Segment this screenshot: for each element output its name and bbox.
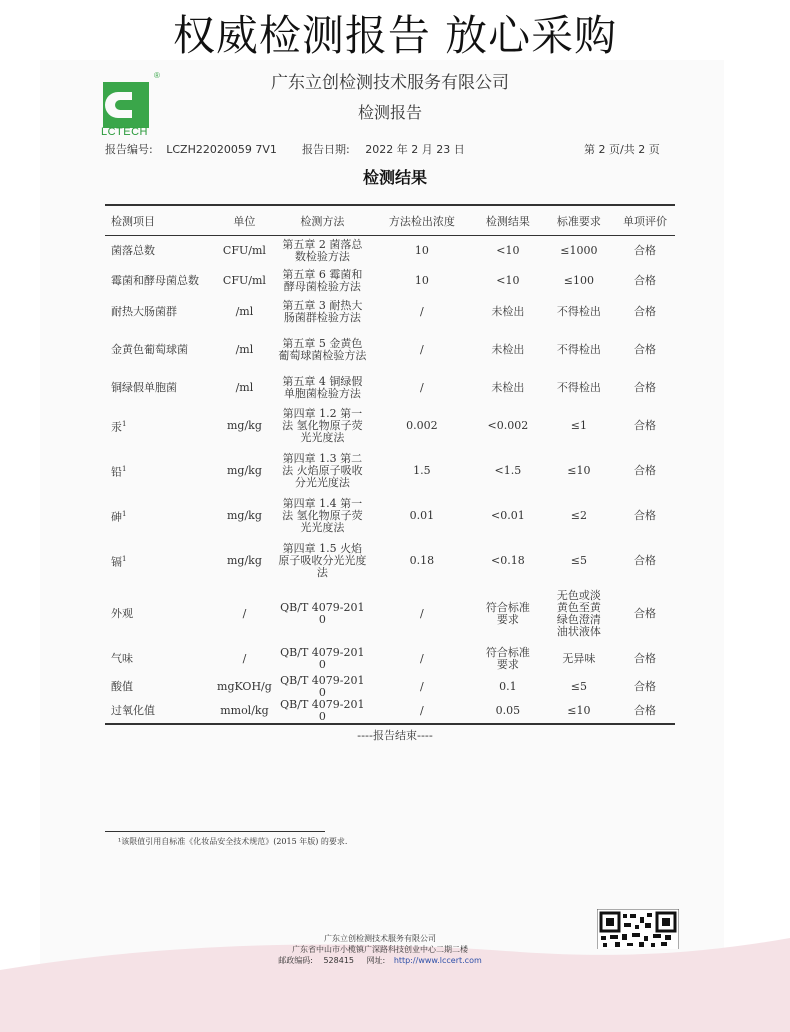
limit-cell [371, 539, 473, 584]
item-cell-text: 霉菌和酵母菌总数 [111, 274, 199, 287]
limit-cell [371, 675, 473, 699]
method-cell-text: QB/T 4079-2010 [280, 673, 365, 699]
limit-cell [371, 584, 473, 644]
website-link[interactable]: http://www.lccert.com [393, 956, 482, 965]
table-row [105, 675, 675, 699]
evaluation-cell [615, 373, 675, 404]
standard-cell-text: ≤1000 [560, 243, 598, 257]
postcode-value: 528415 [323, 956, 355, 965]
unit-cell [215, 236, 274, 266]
method-cell [274, 675, 371, 699]
unit-cell [215, 644, 274, 675]
header-cell: 单项评价 [615, 205, 675, 236]
unit-cell [215, 539, 274, 584]
standard-cell [543, 404, 615, 449]
result-cell [473, 539, 543, 584]
item-cell-text: 过氧化值 [111, 703, 155, 717]
item-cell [105, 373, 215, 404]
report-number-value: LCZH22020059 7V1 [166, 143, 277, 156]
limit-cell [371, 328, 473, 373]
unit-cell-text: mg/kg [226, 464, 262, 477]
standard-cell-text: ≤5 [570, 679, 587, 693]
evaluation-cell-text: 合格 [633, 554, 656, 567]
evaluation-cell [615, 584, 675, 644]
evaluation-cell-text: 合格 [633, 419, 656, 432]
results-body [105, 236, 675, 724]
header-cell: 单位 [215, 205, 274, 236]
footer-address: 广东省中山市小榄镇广深路科技创业中心二期二楼 [292, 945, 468, 954]
method-cell [274, 584, 371, 644]
footnote-ref: 1 [122, 510, 127, 519]
unit-cell [215, 699, 274, 724]
evaluation-cell [615, 494, 675, 539]
method-cell-text: 第五章 4 铜绿假单胞菌检验方法 [282, 375, 363, 400]
result-cell [473, 404, 543, 449]
result-cell-text: 未检出 [491, 343, 525, 356]
method-cell-text: 第四章 1.5 火焰原子吸收分光光度法 [278, 542, 367, 579]
method-cell [274, 266, 371, 297]
evaluation-cell-text: 合格 [633, 606, 656, 620]
method-cell [274, 373, 371, 404]
standard-cell-text: 不得检出 [556, 381, 601, 394]
evaluation-cell [615, 236, 675, 266]
method-cell [274, 404, 371, 449]
limit-cell-text: 1.5 [413, 464, 431, 477]
table-row [105, 404, 675, 449]
report-date-value: 2022 年 2 月 23 日 [365, 143, 465, 156]
unit-cell [215, 266, 274, 297]
limit-cell-text: 0.18 [409, 554, 435, 567]
standard-cell [543, 449, 615, 494]
method-cell-text: 第五章 2 菌落总数检验方法 [282, 237, 363, 263]
result-cell-text: 符合标准要求 [485, 646, 530, 671]
evaluation-cell [615, 675, 675, 699]
table-row [105, 644, 675, 675]
item-cell-text: 金黄色葡萄球菌 [111, 343, 188, 356]
limit-cell-text: / [420, 679, 424, 693]
standard-cell-text: ≤10 [567, 464, 591, 477]
standard-cell [543, 236, 615, 266]
result-cell-text: <0.01 [491, 509, 525, 522]
item-cell-text: 汞 [111, 420, 122, 434]
report-number [105, 141, 277, 157]
result-cell-text: <10 [496, 274, 520, 287]
standard-cell-text: ≤5 [570, 554, 587, 567]
method-cell-text: 第五章 5 金黄色葡萄球菌检验方法 [278, 337, 367, 362]
unit-cell-text: /ml [235, 305, 254, 318]
item-cell [105, 644, 215, 675]
result-cell [473, 494, 543, 539]
header-cell: 检测项目 [105, 205, 215, 236]
evaluation-cell-text: 合格 [633, 381, 656, 394]
limit-cell [371, 373, 473, 404]
limit-cell [371, 297, 473, 328]
standard-cell-text: 无异味 [562, 652, 596, 665]
item-cell [105, 297, 215, 328]
limit-cell-text: 0.01 [409, 509, 435, 522]
unit-cell-text: CFU/ml [222, 243, 266, 257]
result-cell [473, 449, 543, 494]
company-name: 广东立创检测技术服务有限公司 [271, 73, 509, 93]
unit-cell [215, 675, 274, 699]
result-cell [473, 699, 543, 724]
evaluation-cell [615, 266, 675, 297]
table-row [105, 373, 675, 404]
document-title: 检测报告 [357, 103, 422, 122]
method-cell [274, 644, 371, 675]
standard-cell [543, 266, 615, 297]
result-cell-text: <10 [496, 243, 520, 257]
report-number-label: 报告编号: [105, 143, 153, 156]
footer-company: 广东立创检测技术服务有限公司 [324, 934, 436, 943]
limit-cell-text: / [420, 343, 424, 356]
standard-cell [543, 494, 615, 539]
unit-cell-text: CFU/ml [222, 274, 266, 287]
standard-cell [543, 675, 615, 699]
item-cell-text: 菌落总数 [111, 243, 155, 257]
postcode-label: 邮政编码: [278, 956, 313, 965]
header-cell: 检测结果 [473, 205, 543, 236]
method-cell-text: 第四章 1.2 第一法 氢化物原子荧光光度法 [282, 407, 363, 444]
table-row [105, 699, 675, 724]
limit-cell-text: 10 [414, 243, 429, 257]
item-cell-text: 气味 [111, 652, 133, 665]
item-cell-text: 耐热大肠菌群 [111, 305, 177, 318]
standard-cell-text: ≤10 [567, 703, 591, 717]
unit-cell [215, 297, 274, 328]
evaluation-cell-text: 合格 [633, 464, 656, 477]
standard-cell-text: ≤2 [570, 509, 587, 522]
standard-cell-text: 不得检出 [556, 305, 601, 318]
limit-cell [371, 236, 473, 266]
result-cell [473, 373, 543, 404]
limit-cell-text: / [420, 606, 424, 620]
evaluation-cell-text: 合格 [633, 652, 656, 665]
table-row [105, 584, 675, 644]
result-cell-text: 0.05 [495, 703, 521, 717]
standard-cell [543, 297, 615, 328]
method-cell [274, 539, 371, 584]
unit-cell-text: /ml [235, 381, 254, 394]
header-cell: 方法检出浓度 [371, 205, 473, 236]
evaluation-cell [615, 404, 675, 449]
report-date-label: 报告日期: [302, 143, 350, 156]
table-row [105, 494, 675, 539]
table-row [105, 539, 675, 584]
method-cell-text: 第四章 1.3 第二法 火焰原子吸收分光光度法 [282, 452, 363, 489]
method-cell [274, 236, 371, 266]
evaluation-cell-text: 合格 [633, 343, 656, 356]
item-cell [105, 328, 215, 373]
result-cell [473, 266, 543, 297]
item-cell-text: 铅 [111, 465, 122, 479]
limit-cell-text: 10 [414, 274, 429, 287]
item-cell [105, 449, 215, 494]
method-cell [274, 449, 371, 494]
method-cell [274, 328, 371, 373]
unit-cell [215, 404, 274, 449]
evaluation-cell-text: 合格 [633, 703, 656, 717]
result-cell-text: <1.5 [494, 464, 522, 477]
header-cell: 检测方法 [274, 205, 371, 236]
unit-cell [215, 328, 274, 373]
section-title: 检测结果 [362, 168, 427, 187]
item-cell-text: 外观 [111, 606, 133, 620]
evaluation-cell-text: 合格 [633, 679, 656, 693]
table-row [105, 236, 675, 266]
evaluation-cell-text: 合格 [633, 305, 656, 318]
unit-cell-text: mgKOH/g [217, 679, 272, 693]
evaluation-cell [615, 644, 675, 675]
result-cell-text: 符合标准要求 [485, 600, 530, 626]
result-cell [473, 297, 543, 328]
result-cell-text: 未检出 [491, 305, 525, 318]
table-header-row [105, 205, 675, 236]
unit-cell-text: / [242, 652, 247, 665]
result-cell-text: 未检出 [491, 381, 525, 394]
item-cell-text: 镉 [111, 555, 122, 569]
item-cell [105, 699, 215, 724]
footnote-divider [105, 831, 325, 832]
result-cell-text: 0.1 [499, 679, 517, 693]
footnote-ref: 1 [122, 420, 127, 429]
table-row [105, 449, 675, 494]
report-date [302, 141, 465, 157]
result-cell [473, 584, 543, 644]
limit-cell [371, 699, 473, 724]
limit-cell [371, 449, 473, 494]
evaluation-cell [615, 539, 675, 584]
page-info: 第 2 页/共 2 页 [584, 143, 660, 156]
evaluation-cell [615, 449, 675, 494]
item-cell [105, 236, 215, 266]
table-row [105, 328, 675, 373]
item-cell [105, 494, 215, 539]
header-cell: 标准要求 [543, 205, 615, 236]
limit-cell [371, 266, 473, 297]
item-cell [105, 266, 215, 297]
item-cell-text: 铜绿假单胞菌 [111, 381, 177, 394]
method-cell-text: QB/T 4079-2010 [280, 697, 365, 723]
standard-cell [543, 373, 615, 404]
unit-cell-text: mg/kg [226, 554, 262, 567]
banner-title: 权威检测报告 放心采购 [172, 11, 618, 60]
result-cell-text: <0.18 [491, 554, 525, 567]
results-table [105, 204, 675, 725]
unit-cell-text: / [242, 606, 247, 620]
limit-cell-text: / [420, 381, 424, 394]
limit-cell [371, 644, 473, 675]
table-row [105, 266, 675, 297]
unit-cell [215, 449, 274, 494]
standard-cell [543, 644, 615, 675]
unit-cell [215, 373, 274, 404]
unit-cell-text: mg/kg [226, 419, 262, 432]
website-label: 网址: [366, 956, 386, 965]
evaluation-cell [615, 699, 675, 724]
standard-cell-text: 不得检出 [556, 343, 601, 356]
limit-cell-text: / [420, 703, 424, 717]
result-cell [473, 328, 543, 373]
logo-registered-mark: ® [154, 71, 160, 80]
footnote-ref: 1 [122, 555, 127, 564]
method-cell [274, 494, 371, 539]
method-cell [274, 297, 371, 328]
limit-cell-text: 0.002 [406, 419, 438, 432]
unit-cell-text: /ml [235, 343, 254, 356]
standard-cell-text: ≤1 [570, 419, 587, 432]
result-cell [473, 644, 543, 675]
standard-cell-text: 无色或淡黄色至黄绿色澄清油状液体 [556, 588, 601, 638]
item-cell-text: 砷 [111, 510, 122, 524]
logo-text: LCTECH [101, 126, 149, 138]
unit-cell-text: mg/kg [226, 509, 262, 522]
footer-contact [230, 955, 530, 966]
item-cell [105, 584, 215, 644]
table-row [105, 297, 675, 328]
item-cell-text: 酸值 [111, 679, 133, 693]
limit-cell-text: / [420, 305, 424, 318]
unit-cell [215, 494, 274, 539]
evaluation-cell [615, 328, 675, 373]
evaluation-cell-text: 合格 [633, 509, 656, 522]
evaluation-cell-text: 合格 [633, 274, 656, 287]
unit-cell [215, 584, 274, 644]
method-cell-text: 第五章 6 霉菌和酵母菌检验方法 [282, 268, 363, 293]
standard-cell [543, 328, 615, 373]
standard-cell [543, 699, 615, 724]
standard-cell [543, 539, 615, 584]
item-cell [105, 404, 215, 449]
method-cell [274, 699, 371, 724]
item-cell [105, 539, 215, 584]
method-cell-text: 第五章 3 耐热大肠菌群检验方法 [282, 299, 363, 324]
footnote: ¹该限值引用自标准《化妆品安全技术规范》(2015 年版) 的要求. [118, 837, 348, 846]
limit-cell [371, 494, 473, 539]
method-cell-text: QB/T 4079-2010 [280, 646, 365, 671]
result-cell-text: <0.002 [487, 419, 529, 432]
report-end-note: ----报告结束---- [357, 729, 433, 742]
unit-cell-text: mmol/kg [220, 703, 269, 717]
item-cell [105, 675, 215, 699]
standard-cell [543, 584, 615, 644]
result-cell [473, 236, 543, 266]
standard-cell-text: ≤100 [563, 274, 594, 287]
footnote-ref: 1 [122, 465, 127, 474]
limit-cell-text: / [420, 652, 424, 665]
footer [230, 933, 530, 966]
limit-cell [371, 404, 473, 449]
result-cell [473, 675, 543, 699]
evaluation-cell-text: 合格 [633, 243, 656, 257]
evaluation-cell [615, 297, 675, 328]
method-cell-text: 第四章 1.4 第一法 氢化物原子荧光光度法 [282, 497, 363, 534]
method-cell-text: QB/T 4079-2010 [280, 600, 365, 626]
